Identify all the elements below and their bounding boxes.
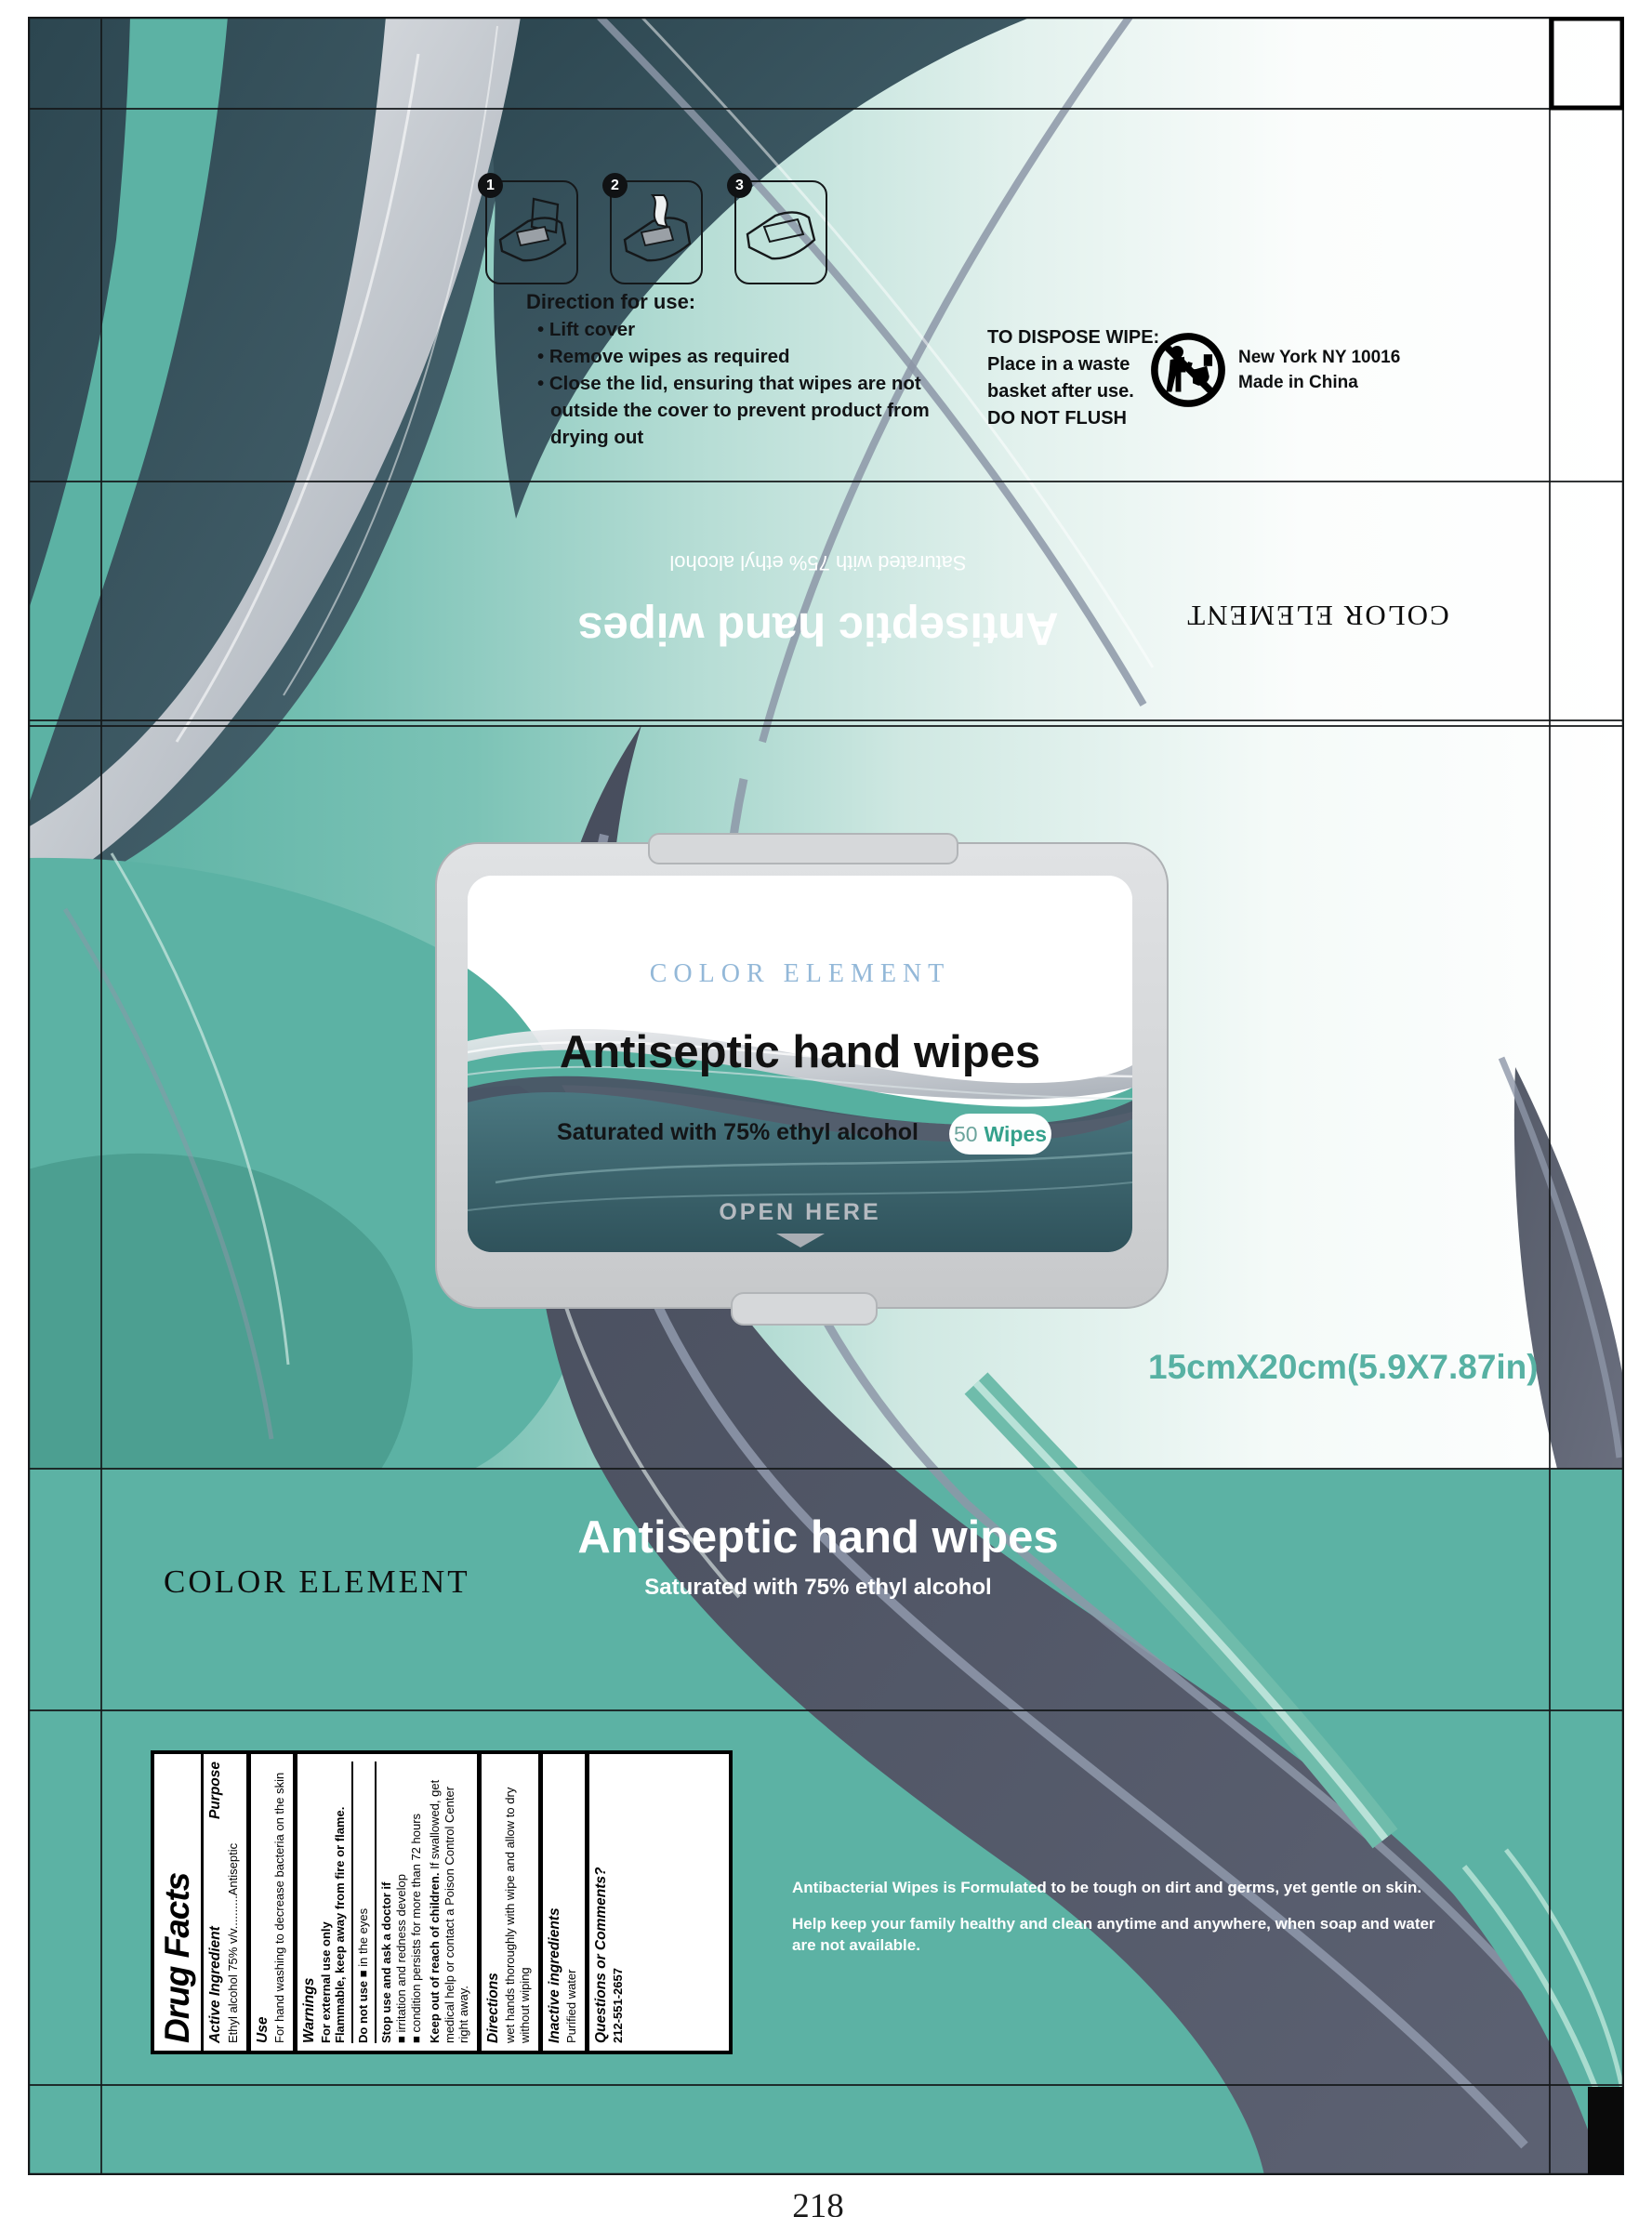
do-not-flush-icon [1149, 331, 1227, 409]
df-directions-text: wet hands thoroughly with wipe and allow to dry without wiping [503, 1787, 533, 2043]
corner-mark-bottom-right [1588, 2087, 1623, 2174]
step-number-badge: 1 [478, 173, 503, 198]
lift-cover-icon [487, 182, 576, 283]
usage-step-1 [485, 177, 578, 284]
warnings-line: For external use only [318, 1921, 333, 2043]
active-ingredient-header [204, 1754, 226, 2051]
package-subtitle: Saturated with 75% ethyl alcohol [557, 1119, 919, 1145]
front-title: Antiseptic hand wipes [577, 1512, 1059, 1563]
do-not-use-item: ■ in the eyes [356, 1907, 371, 1978]
warnings-title: Warnings [300, 1977, 317, 2043]
purpose-label: Purpose [207, 1762, 224, 1820]
keep-out-text: If swallowed, get medical help or contact a Poison Control Center right away. [427, 1779, 471, 2043]
stop-use-block [375, 1762, 424, 2043]
directions-title: Direction for use: [526, 290, 696, 313]
directions-for-use [526, 288, 972, 451]
warnings-section [293, 1754, 478, 2051]
step-number-badge: 3 [727, 173, 752, 198]
lid-brand-flipped: COLOR ELEMENT [1185, 600, 1449, 632]
dispose-instructions [987, 324, 1159, 432]
do-not-use-row [351, 1762, 371, 2043]
origin-line: New York NY 10016 [1238, 348, 1401, 367]
dispose-line: DO NOT FLUSH [987, 408, 1127, 429]
use-text: For hand washing to decrease bacteria on the skin [271, 1772, 286, 2043]
front-subtitle: Saturated with 75% ethyl alcohol [644, 1575, 992, 1600]
do-not-use-label: Do not use [356, 1980, 371, 2043]
dispose-line: Place in a waste [987, 354, 1130, 375]
package-latch-tab [731, 1292, 878, 1326]
package-brand: COLOR ELEMENT [649, 959, 951, 988]
package-label [468, 876, 1132, 1252]
open-here-label: OPEN HERE [719, 1199, 881, 1225]
stop-use-label: Stop use and ask a doctor if [379, 1881, 394, 2043]
df-directions-title: Directions [485, 1973, 502, 2043]
questions-section [585, 1754, 631, 2051]
origin-line: Made in China [1238, 373, 1358, 392]
open-here-arrow-icon [776, 1234, 825, 1247]
direction-bullet: • Close the lid, ensuring that wipes are not outside the cover to prevent product from drying out [526, 370, 967, 451]
wipe-count-number: 50 [953, 1121, 978, 1146]
use-section [246, 1754, 293, 2051]
origin-address [1238, 345, 1400, 395]
package-lid-tab [648, 833, 958, 864]
package-size-note: 15cmX20cm(5.9X7.87in) [1148, 1348, 1539, 1386]
drug-facts-box [151, 1750, 733, 2054]
keep-out-label: Keep out of reach of children. [427, 1872, 442, 2043]
marketing-copy [792, 1878, 1454, 1956]
questions-title: Questions or Comments? [592, 1867, 609, 2043]
lid-title-flipped: Antiseptic hand wipes [577, 603, 1059, 653]
usage-step-2 [610, 177, 703, 284]
active-ingredient-label: Active Ingredient [207, 1926, 224, 2043]
warnings-line: Flammable, keep away from fire or flame. [333, 1806, 348, 2043]
usage-step-3 [734, 177, 827, 284]
inactive-section [538, 1754, 585, 2051]
use-title: Use [254, 2016, 271, 2043]
drug-facts-panel [151, 1750, 733, 2054]
drug-facts-title: Drug Facts [154, 1754, 204, 2051]
inactive-title: Inactive ingredients [546, 1907, 562, 2043]
direction-bullet: • Remove wipes as required [526, 343, 972, 370]
package-title: Antiseptic hand wipes [559, 1027, 1041, 1077]
active-ingredient-row: Ethyl alcohol 75% v/v..........Antiseptic [226, 1842, 241, 2043]
wipes-package-mockup [435, 842, 1169, 1309]
questions-phone: 212-551-2657 [610, 1968, 625, 2043]
front-brand: COLOR ELEMENT [164, 1564, 470, 1600]
remove-wipe-icon [612, 182, 701, 283]
stop-use-item: ■ irritation and redness develop [394, 1873, 408, 2043]
wipe-count-badge [949, 1114, 1051, 1155]
marketing-line: Help keep your family healthy and clean anytime and anywhere, when soap and water are not available. [792, 1915, 1435, 1954]
keep-out-block [428, 1762, 472, 2043]
directions-section [477, 1754, 538, 2051]
marketing-line: Antibacterial Wipes is Formulated to be tough on dirt and germs, yet gentle on skin. [792, 1879, 1422, 1896]
page-number: 218 [792, 2187, 844, 2217]
direction-bullet: • Lift cover [526, 316, 972, 343]
wipe-count-label: Wipes [984, 1121, 1048, 1146]
step-number-badge: 2 [602, 173, 628, 198]
dispose-line: basket after use. [987, 381, 1134, 402]
closed-pack-icon [736, 182, 826, 283]
stop-use-item: ■ condition persists for more than 72 hours [408, 1813, 423, 2043]
inactive-text: Purified water [563, 1969, 578, 2043]
dispose-line: TO DISPOSE WIPE: [987, 327, 1160, 348]
lid-subtitle-flipped: Saturated with 75% ethyl alcohol [669, 551, 967, 574]
